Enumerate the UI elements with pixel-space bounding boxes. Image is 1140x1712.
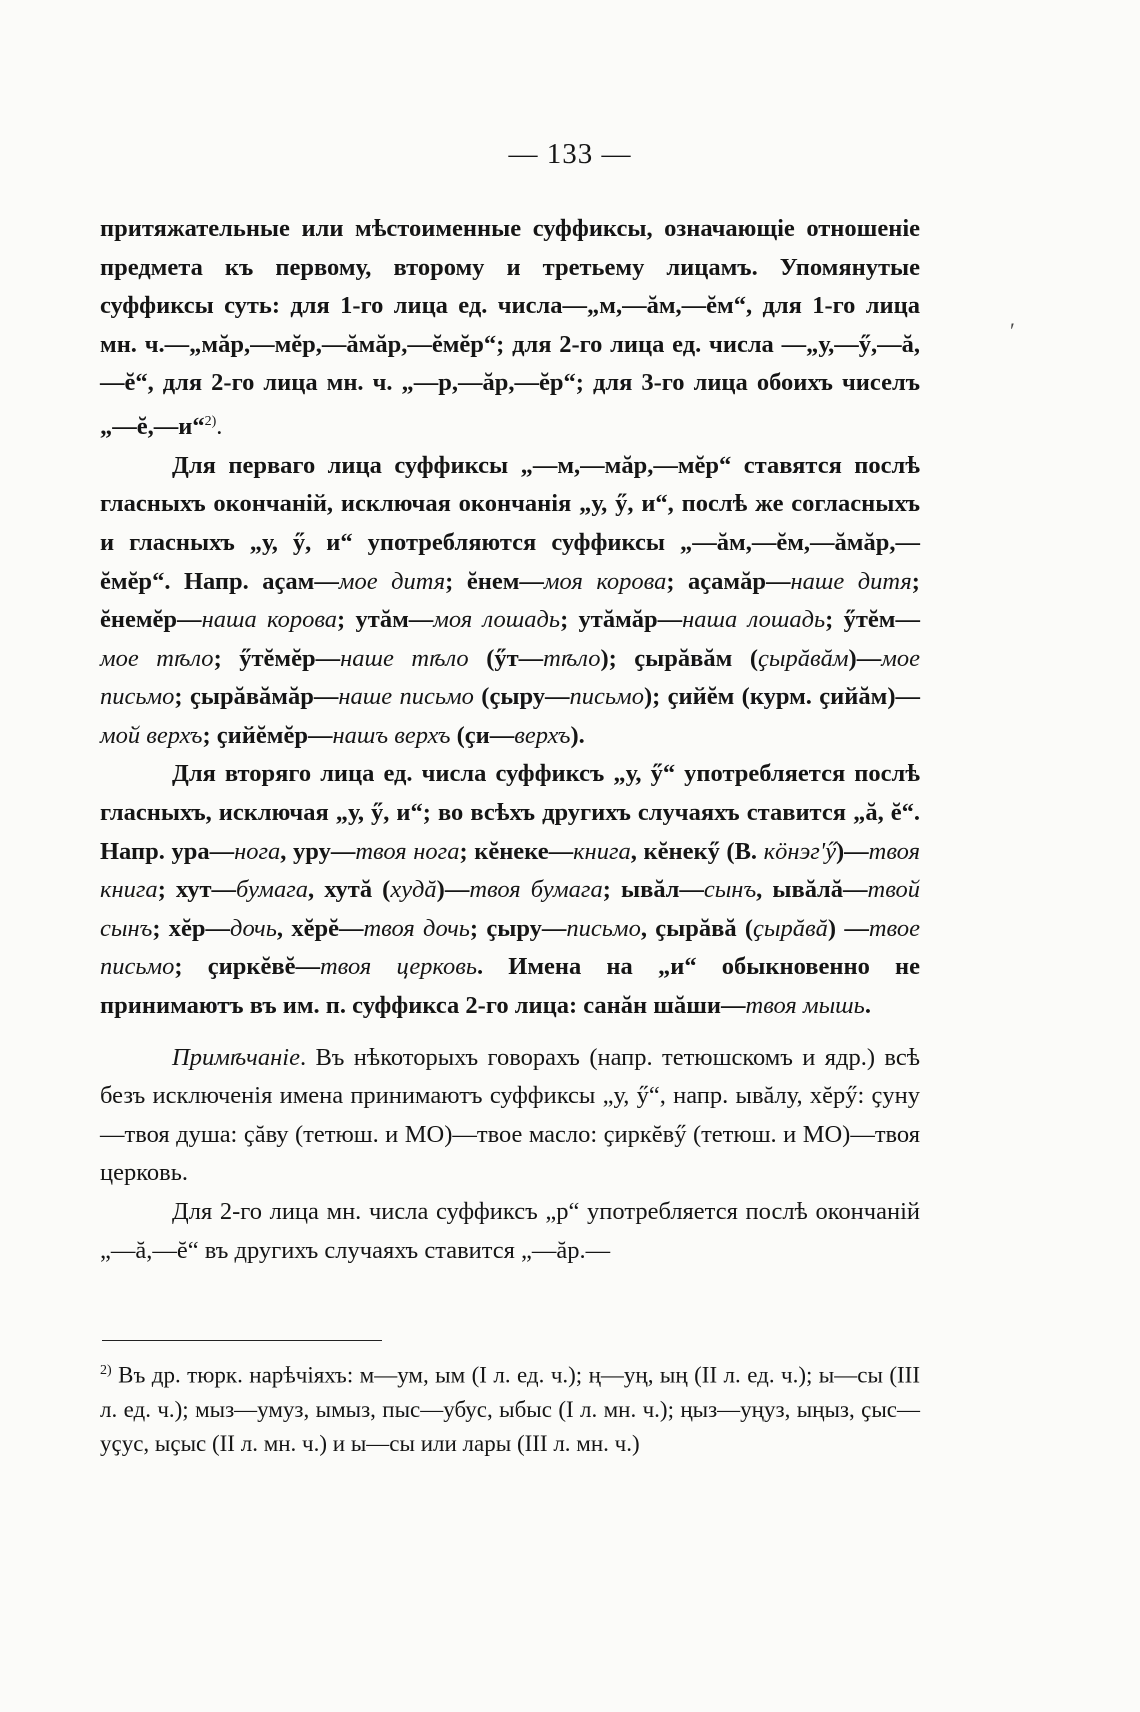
italic-gloss: письмо (569, 683, 644, 711)
italic-gloss: дочь (230, 914, 277, 942)
italic-gloss: твоя нога (355, 837, 460, 865)
italic-gloss: ҫырăвăм (758, 644, 849, 672)
text-run: ; ывăл— (602, 876, 704, 904)
italic-gloss: твоя дочь (363, 914, 470, 942)
text-run: )— (436, 876, 470, 904)
text-run: ; утăмăр— (560, 606, 683, 634)
text-run: . (216, 413, 223, 441)
stray-mark: ′ (1010, 318, 1015, 343)
text-run: Для 2-го лица мн. числа суффиксъ „р“ употребляется послѣ окончаній „—ă,—ĕ“ въ другихъ случаяхъ ставится „—ăр.— (100, 1198, 920, 1264)
text-run: )— (848, 644, 882, 672)
footnote-marker: 2) (100, 1363, 112, 1378)
text-run: ; утăм— (337, 606, 434, 634)
text-run: )— (835, 837, 869, 865)
text-run: ); ҫырăвăм ( (600, 644, 759, 672)
text-run: ); ҫийĕм (курм. ҫийăм)— (643, 683, 920, 711)
text-run: ; ӳтĕмĕр— (213, 644, 341, 672)
text-run: Для перваго лица суффиксы „—м,—мăр,—мĕр“ ставятся послѣ гласныхъ окончаній, исключая окончанія „у, ӳ, и“, послѣ же согласныхъ и гласныхъ „у, ӳ, и“ употребляются суффиксы „—ăм,—ĕм,—ăмăр,—ĕмĕр“. Напр. аҫам— (100, 451, 920, 595)
text-run: (ҫыру— (473, 683, 570, 711)
italic-gloss: мой верхъ (100, 721, 203, 749)
text-run: Для вторяго лица ед. числа суффиксъ „у, ӳ“ употребляется послѣ гласныхъ, исключая „у, ӳ, и“; во всѣхъ другихъ случаяхъ ставится „ă, ĕ“. Напр. ура— (100, 760, 920, 865)
text-run: , ывăлă— (756, 876, 868, 904)
text-run: ; ҫырăвăмăр— (174, 683, 339, 711)
italic-gloss: наше дитя (790, 567, 912, 595)
text-run: притяжательные или мѣстоименные суффиксы, означающіе отношеніе предмета къ первому, второму и третьему лицамъ. Упомянутые суффиксы суть: для 1-го лица ед. числа—„м,—ăм,—ĕм“, для 1-го лица мн. ч.—„мăр,—мĕр,—ăмăр,—ĕмĕр“; для 2-го лица ед. числа —„у,—ӳ,—ă,—ĕ“, для 2-го лица мн. ч. „—р,—ăр,—ĕр“; для 3-го лица обоихъ чиселъ „—ĕ,—и“ (100, 215, 920, 441)
paragraph (100, 447, 920, 756)
footnote (100, 1354, 920, 1461)
italic-gloss: наша корова (201, 606, 338, 634)
italic-gloss: твой сынъ (100, 876, 921, 942)
text-run: ). (570, 721, 585, 749)
italic-gloss: твоя мышь (745, 992, 865, 1020)
italic-gloss: твоя бумага (469, 876, 603, 904)
italic-gloss: письмо (566, 914, 641, 942)
italic-gloss: кӧнэг'ӳ (763, 837, 836, 865)
italic-gloss: бумага (236, 876, 309, 904)
italic-gloss: моя корова (543, 567, 667, 595)
text-run: , кĕнекӳ (В. (630, 837, 764, 865)
page-number: — 133 — (508, 138, 632, 170)
text-run: , уру— (280, 837, 356, 865)
footnote-text: Въ др. тюрк. нарѣчіяхъ: м—ум, ым (I л. ед. ч.); ң—уң, ың (II л. ед. ч.); ы—сы (III л. ед. ч.); мыз—умуз, ымыз, пыс—убус, ыбыс (I л. мн. ч.); ңыз—уңуз, ыңыз, ҫыс—уҫус, ыҫыс (II л. мн. ч.) и ы—сы или лары (III л. мн. ч.) (100, 1362, 920, 1456)
italic-gloss: ҫырăвă (753, 914, 828, 942)
text-run: . (864, 992, 871, 1020)
paragraph (100, 755, 920, 1025)
text-run: ; ӳтĕм— (825, 606, 920, 634)
italic-gloss: тѣло (543, 644, 601, 672)
text-run: ; аҫамăр— (666, 567, 791, 595)
text-run: , хутă ( (308, 876, 391, 904)
italic-gloss: мое тѣло (100, 644, 214, 672)
italic-gloss: худă (390, 876, 437, 904)
text-run: 2) (204, 413, 217, 429)
text-run: ) — (827, 914, 869, 942)
italic-gloss: твоя церковь (319, 953, 477, 981)
note-paragraph (100, 1039, 920, 1193)
text-run: ; кĕнеке— (459, 837, 574, 865)
text-run: ; ҫиркĕвĕ— (174, 953, 320, 981)
italic-gloss: мое письмо (100, 644, 920, 711)
italic-gloss: книга (573, 837, 631, 865)
italic-gloss: верхъ (514, 721, 571, 749)
italic-gloss: сынъ (703, 876, 757, 904)
text-run: , хĕрĕ— (276, 914, 364, 942)
italic-gloss: нога (234, 837, 281, 865)
text-run: ; хĕр— (152, 914, 231, 942)
text-run: (ҫи— (450, 721, 515, 749)
italic-gloss: нашъ верхъ (332, 721, 451, 749)
italic-gloss: твоя книга (100, 837, 920, 904)
footnote-rule (102, 1340, 382, 1341)
italic-gloss: мое дитя (338, 567, 446, 595)
italic-gloss: наша лошадь (682, 606, 826, 634)
text-run: ; ҫыру— (469, 914, 567, 942)
text-run: . Имена на „и“ обыкновенно не принимаютъ въ им. п. суффикса 2-го лица: санăн шăши— (100, 953, 920, 1020)
italic-gloss: наше письмо (338, 683, 474, 711)
text-run: (ӳт— (468, 644, 544, 672)
text-run: ; хут— (157, 876, 237, 904)
text-run: . Въ нѣкоторыхъ говорахъ (напр. тетюшскомъ и ядр.) всѣ безъ исключенія имена принимаютъ суффиксы „у, ӳ“, напр. ывăлу, хĕрӳ: ҫуну—твоя душа: ҫăву (тетюш. и МО)—твое масло: ҫиркĕвӳ (тетюш. и МО)—твоя церковь. (100, 1043, 920, 1187)
text-run: ; ҫийĕмĕр— (202, 721, 333, 749)
text-run: ; ĕнем— (445, 567, 544, 595)
body-text (100, 210, 920, 1270)
italic-gloss: твое письмо (100, 914, 920, 981)
italic-gloss: наше тѣло (340, 644, 469, 672)
text-run: ; ĕнемĕр— (100, 567, 920, 634)
paragraph (100, 1193, 920, 1270)
text-run: , ҫырăвă ( (640, 914, 754, 942)
italic-gloss: моя лошадь (433, 606, 561, 634)
note-label: Примѣчаніе (172, 1043, 300, 1071)
paragraph (100, 210, 920, 447)
